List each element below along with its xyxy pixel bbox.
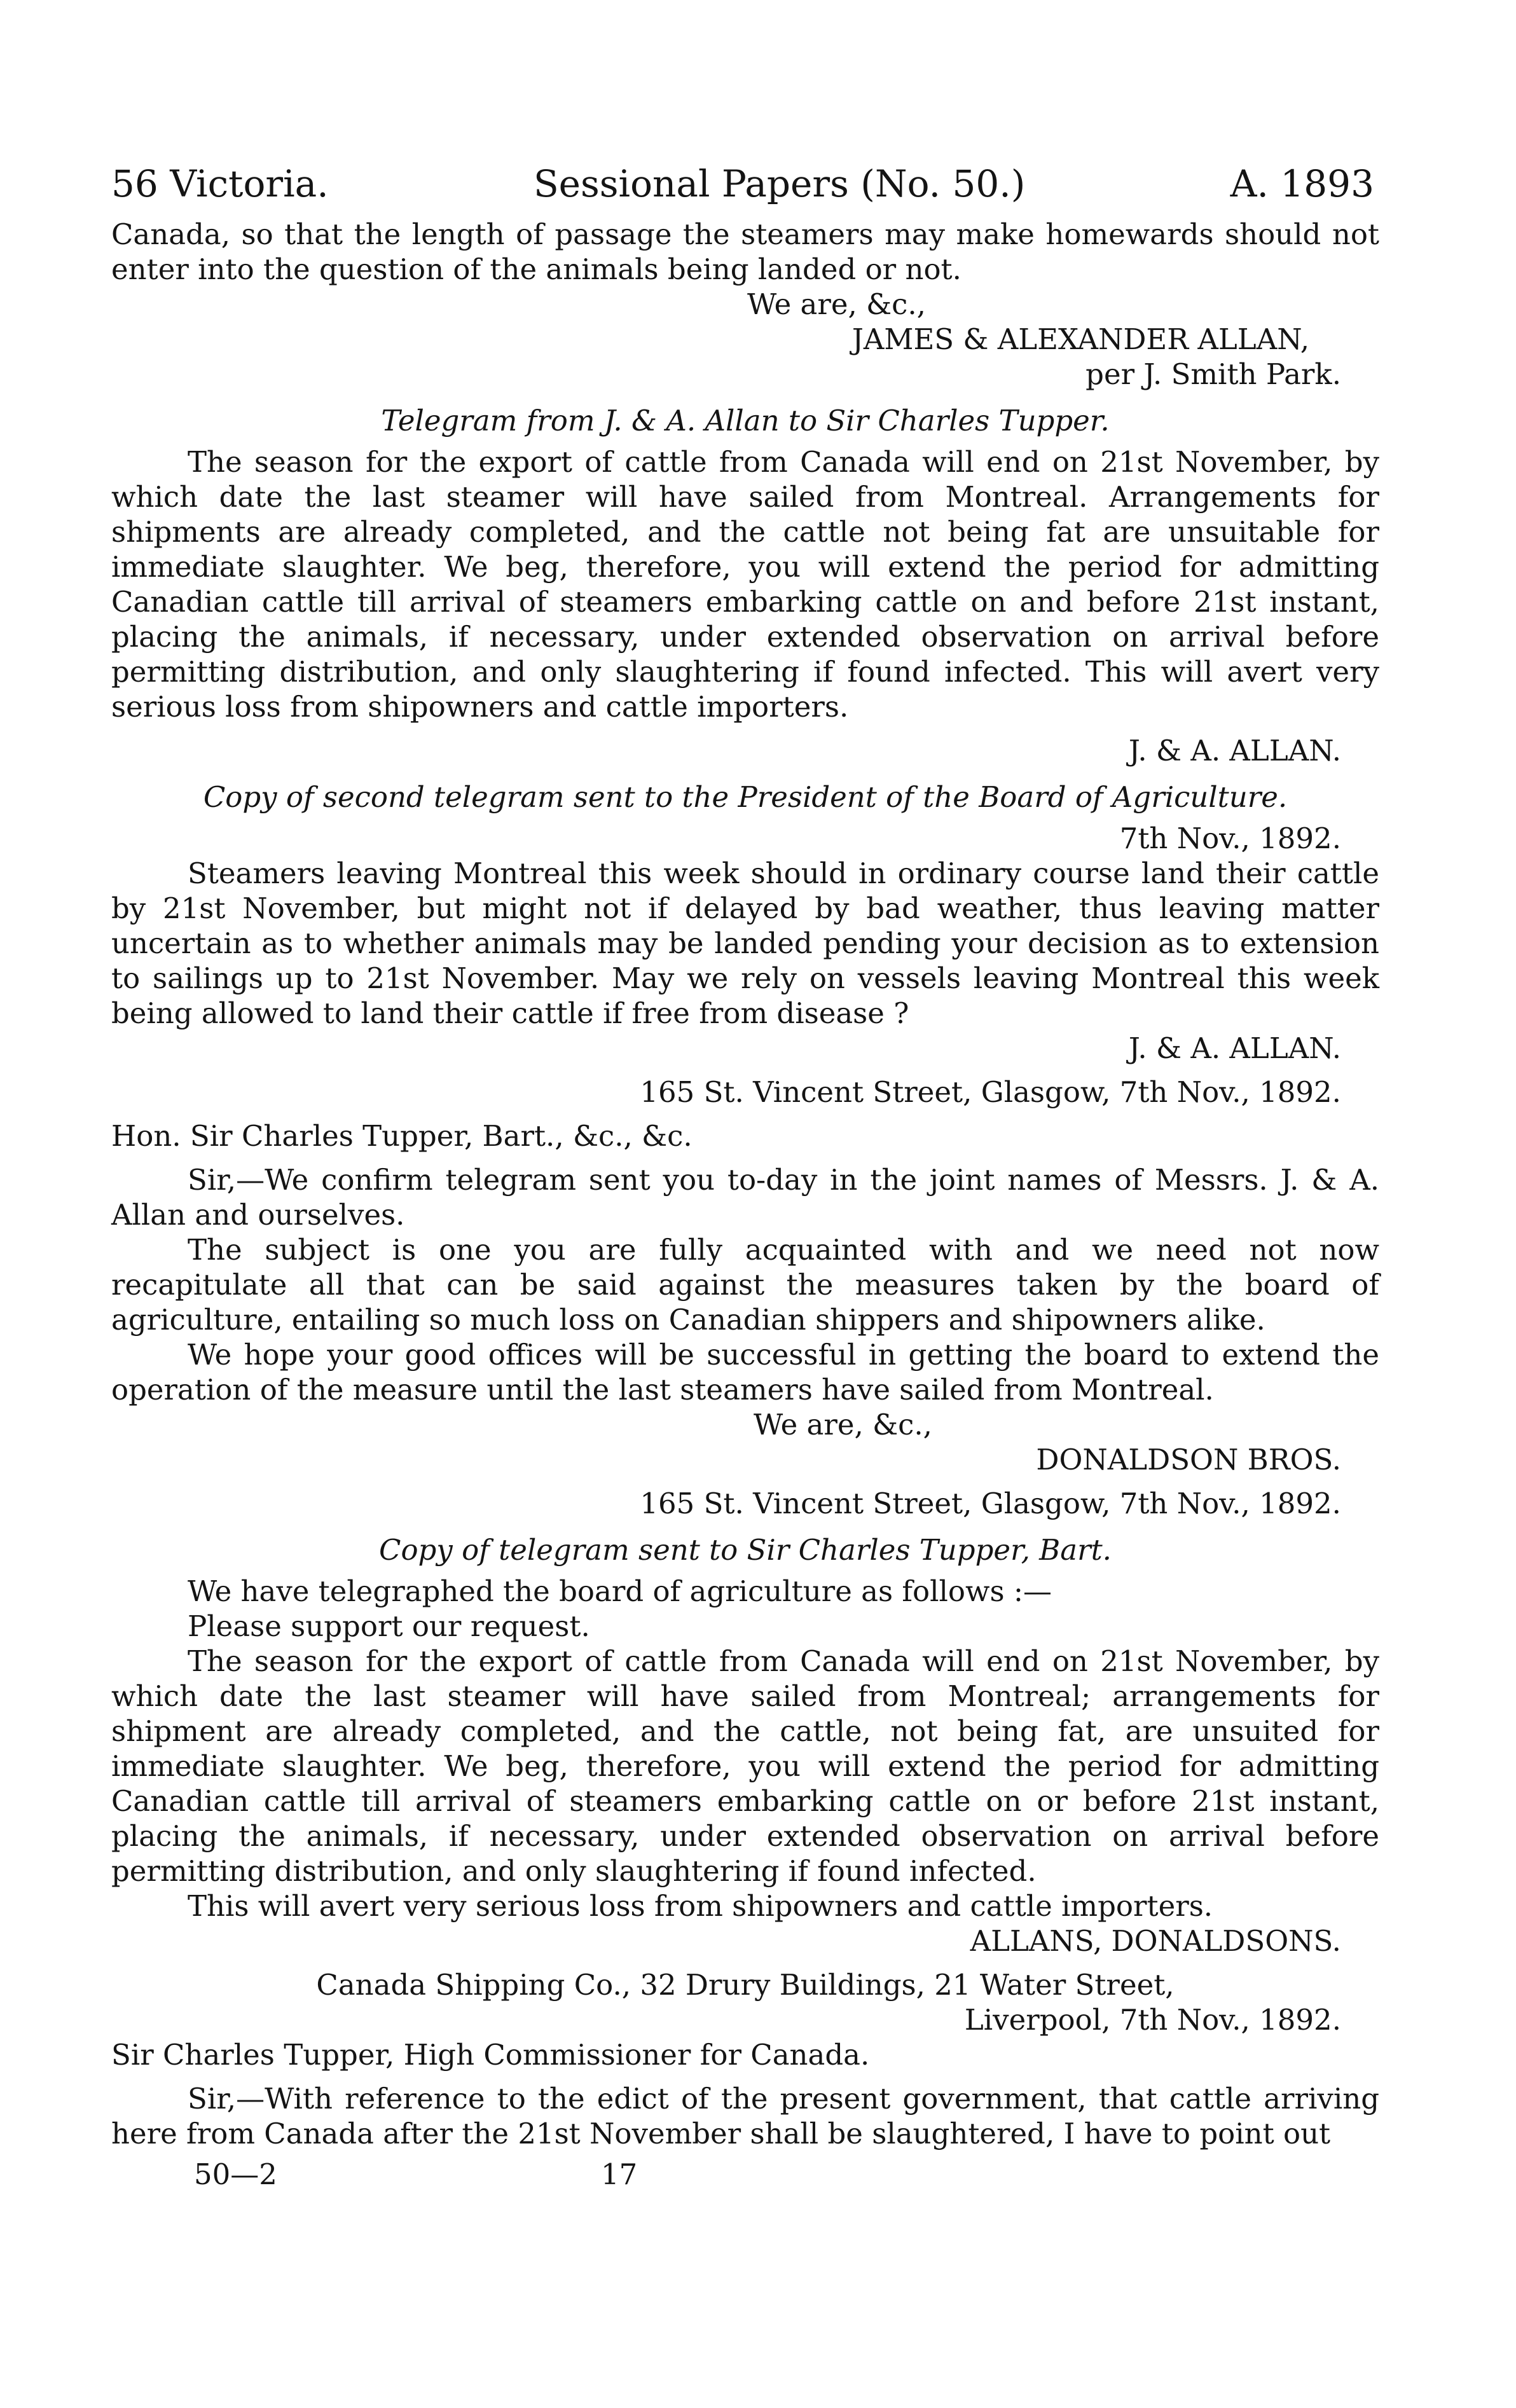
date-line: 7th Nov., 1892. — [1119, 822, 1341, 855]
paragraph: Canada, so that the length of passage the steamers may make homewards should not enter into the question of the animals being landed or not. — [111, 217, 1379, 286]
signature: JAMES & ALEXANDER ALLAN, — [851, 322, 1309, 356]
paragraph: Steamers leaving Montreal this week should in ordinary course land their cattle by 21st November, but might not if delayed by bad weather, thus leaving matter uncertain as to whether animals may be landed pending your decision as to extension to sailings up to 21st November. May we rely on vessels leaving Montreal this week being allowed to land their cattle if free from disease ? — [111, 857, 1379, 1030]
header-center: Sessional Papers (No. 50.) — [533, 162, 1026, 205]
section-heading: Telegram from J. & A. Allan to Sir Charles Tupper. — [381, 404, 1110, 437]
paragraph: The season for the export of cattle from Canada will end on 21st November, by which date the last steamer will have sailed from Montreal. Arrangements for shipments are already completed, and the cattle not being fat are unsuitable for immediate slaughter. We beg, therefore, you will extend the period for admitting Canadian cattle till arrival of steamers embarking cattle on and before 21st instant, placing the animals, if necessary, under extended observation on arrival before permitting distribution, and only slaughtering if found infected. This will avert very serious loss from shipowners and cattle importers. — [111, 445, 1379, 724]
section-heading: Copy of telegram sent to Sir Charles Tupper, Bart. — [379, 1533, 1112, 1567]
page-number: 17 — [601, 2157, 638, 2191]
address-line: Canada Shipping Co., 32 Drury Buildings, 21 Water Street, — [316, 1968, 1175, 2002]
signature: J. & A. ALLAN. — [1128, 734, 1341, 767]
paragraph: The subject is one you are fully acquainted with and we need not now recapitulate all that can be said against the measures taken by the board of agriculture, entailing so much loss on Canadian shippers and shipowners alike. — [111, 1233, 1379, 1337]
printer-signature: 50—2 — [194, 2157, 277, 2191]
addressee: Hon. Sir Charles Tupper, Bart., &c., &c. — [111, 1119, 693, 1153]
closing: We are, &c., — [747, 287, 926, 321]
signature: ALLANS, DONALDSONS. — [970, 1924, 1341, 1958]
signature: J. & A. ALLAN. — [1128, 1031, 1341, 1065]
paragraph: We hope your good offices will be successful in getting the board to extend the operation of the measure until the last steamers have sailed from Montreal. — [111, 1338, 1379, 1407]
paragraph: Sir,—With reference to the edict of the present government, that cattle arriving here from Canada after the 21st November shall be slaughtered, I have to point out — [111, 2082, 1379, 2150]
paragraph: The season for the export of cattle from Canada will end on 21st November, by which date the last steamer will have sailed from Montreal; arrangements for shipment are already completed, and the cattle, not being fat, are unsuited for immediate slaughter. We beg, therefore, you will extend the period for admitting Canadian cattle till arrival of steamers embarking cattle on or before 21st instant, placing the animals, if necessary, under extended observation on arrival before permitting distribution, and only slaughtering if found infected. — [111, 1644, 1379, 1888]
header-left: 56 Victoria. — [111, 162, 329, 205]
signature-per: per J. Smith Park. — [1085, 357, 1341, 391]
address-line: 165 St. Vincent Street, Glasgow, 7th Nov., 1892. — [640, 1487, 1341, 1520]
paragraph: This will avert very serious loss from shipowners and cattle importers. — [188, 1889, 1213, 1923]
running-header — [111, 162, 1379, 205]
header-right: A. 1893 — [1230, 162, 1374, 205]
paragraph: Sir,—We confirm telegram sent you to-day in the joint names of Messrs. J. & A. Allan and ourselves. — [111, 1163, 1379, 1232]
signature: DONALDSON BROS. — [1036, 1443, 1341, 1476]
address-line: 165 St. Vincent Street, Glasgow, 7th Nov., 1892. — [640, 1075, 1341, 1109]
paragraph: Please support our request. — [188, 1609, 590, 1643]
section-heading: Copy of second telegram sent to the President of the Board of Agriculture. — [203, 780, 1288, 814]
paragraph: We have telegraphed the board of agriculture as follows :— — [188, 1574, 1052, 1608]
address-line: Liverpool, 7th Nov., 1892. — [964, 2003, 1341, 2037]
addressee: Sir Charles Tupper, High Commissioner for Canada. — [111, 2038, 870, 2072]
closing: We are, &c., — [754, 1408, 932, 1441]
page-footer — [111, 2157, 1379, 2191]
